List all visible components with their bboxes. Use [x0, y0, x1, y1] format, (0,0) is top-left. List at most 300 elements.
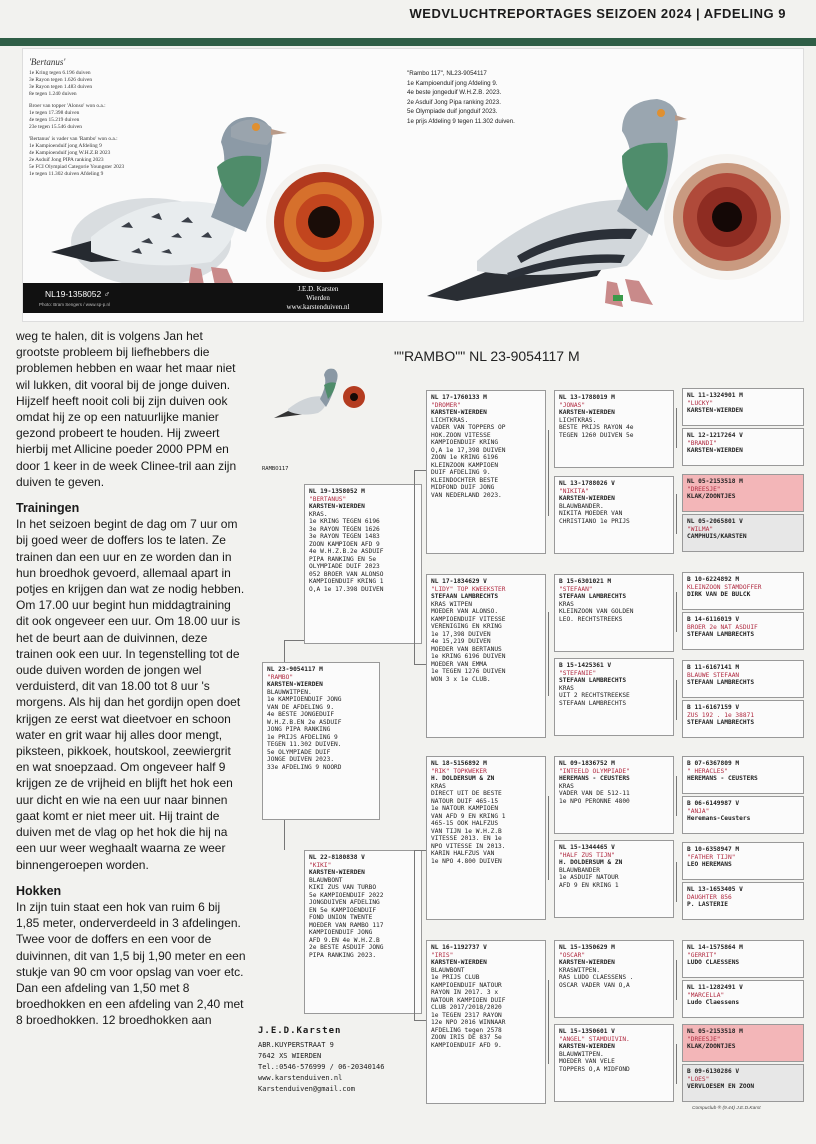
- detail-line: BLAUWWITPEN.: [559, 1050, 604, 1058]
- ring-number: B 09-6130286 V: [687, 1068, 740, 1075]
- connector: [676, 776, 677, 816]
- detail-line: 1e NPO PERONNE 4800: [559, 797, 630, 805]
- bertanus-ring-label: NL19-1358052 ♂: [45, 289, 110, 299]
- ring-number: NL 09-1836752 M: [559, 760, 615, 767]
- ring-number: NL 14-1575864 M: [687, 944, 743, 951]
- breeder: HEREMANS - CEUSTERS: [687, 775, 758, 782]
- pigeon-name: "DREESJE": [687, 1035, 721, 1043]
- text-line: 1e tegen 11.302 duiven Afdeling 9: [29, 171, 104, 177]
- detail-line: W.H.Z.B.EN 2e ASDUIF: [267, 718, 342, 726]
- breeder: Heremans-Ceusters: [687, 815, 751, 822]
- detail-line: PIPA RANKING 2023.: [309, 951, 377, 959]
- detail-line: AFD 9.EN 4e W.H.Z.B: [309, 936, 380, 944]
- text-line: www.karstenduiven.nl: [286, 303, 350, 311]
- ring-number: NL 11-1324901 M: [687, 392, 743, 399]
- photo-panel: [22, 48, 804, 322]
- ring-number: NL 05-2153518 M: [687, 478, 743, 485]
- pigeon-name: KLEINZOON STAMDOFFER: [687, 583, 762, 591]
- breeder: DIRK VAN DE BULCK: [687, 591, 751, 598]
- detail-line: KAMPIOENDUIF KRING 1: [309, 578, 384, 585]
- pedigree-box-ggg4: [682, 514, 804, 552]
- detail-line: AFD 9 EN KRING 1: [559, 881, 619, 889]
- bertanus-title: 'Bertanus': [29, 57, 66, 67]
- detail-line: BLAUWWITPEN.: [267, 688, 312, 696]
- detail-line: KAMPIOENDUIF NATOUR: [431, 981, 502, 989]
- detail-line: OSCAR VADER VAN O,A: [559, 981, 630, 989]
- detail-line: 465-15 OOK HALFZUS: [431, 820, 499, 827]
- ring-number: NL 22-8180838 V: [309, 854, 365, 861]
- detail-line: 1e NATOUR KAMPIOEN: [431, 805, 499, 812]
- detail-line: MOEDER VAN RAMBO 117: [309, 921, 384, 929]
- detail-line: NATOUR DUIF 465-15: [431, 797, 499, 805]
- article-hokken: In zijn tuin staat een hok van ruim 6 bij 1,85 meter, onderverdeeld in 3 afdelingen. Twee voor de doffers en een voor de duivinnen, dit van 1,5 bij 1,90 meter en een stukje van 90 cm voor opslag van voer etc. Dan een afdeling van 1,50 met 8 broedhokken en een afdeling van 2,40 met 8 broedhokken. 12 broedhokken aan: [16, 899, 246, 1028]
- pigeon-name: "OSCAR": [559, 951, 586, 959]
- ring-number: B 14-6116019 V: [687, 616, 740, 623]
- ring-number: B 10-6358947 M: [687, 846, 740, 853]
- header-bar: [0, 38, 816, 46]
- detail-line: LICHTKRAS.: [559, 416, 597, 424]
- pigeon-name: "HALF ZUS TIJN": [559, 851, 615, 859]
- breeder-name: J.E.D.Karsten: [258, 1026, 342, 1036]
- detail-line: BLAUWBONT: [309, 876, 343, 884]
- ring-number: NL 15-1344465 V: [559, 844, 615, 851]
- connector: [676, 494, 677, 534]
- ring-number: B 15-1425361 V: [559, 662, 612, 669]
- rambo-eye-image: [663, 153, 791, 281]
- ring-number: NL 19-1358052 M: [309, 488, 365, 495]
- breeder: KARSTEN-WIERDEN: [309, 503, 365, 510]
- detail-line: TEGEN 1260 DUIVEN 5e: [559, 431, 634, 439]
- detail-line: 3e RAYON TEGEN 1626: [309, 525, 380, 533]
- text-line: 1e prijs Afdeling 9 tegen 11.302 duiven.: [407, 117, 515, 125]
- ring-number: NL 13-1653405 V: [687, 886, 743, 893]
- detail-line: 1e TEGEN 1276 DUIVEN: [431, 668, 506, 675]
- pedigree-box-ggg15: [682, 1024, 804, 1062]
- pigeon-name: " HERACLES": [687, 767, 728, 775]
- detail-line: JONGDUIVEN AFDELING: [309, 899, 380, 906]
- detail-line: VAN AFD 9 EN KRING 1: [431, 812, 506, 820]
- pigeon-name: "LUCKY": [687, 399, 714, 407]
- pedigree-box-g2: [426, 574, 546, 738]
- page-header: [0, 0, 816, 40]
- text-line: 1e Kampioenduif jong Afdeling 9: [29, 143, 102, 149]
- breeder: Ludo Claessens: [687, 999, 740, 1006]
- breeder: KARSTEN-WIERDEN: [687, 407, 743, 414]
- connector: [414, 850, 426, 851]
- detail-line: O,A 1e 17.398 DUIVEN: [309, 585, 384, 593]
- detail-line: BESTE PRIJS RAYON 4e: [559, 424, 634, 431]
- breeder: STEFAAN LAMBRECHTS: [431, 593, 499, 600]
- text-line: 5e FCI Olympiad Categorie Youngster 2023: [29, 164, 125, 170]
- article-body: [16, 328, 246, 1029]
- detail-line: BLAUWBONT: [431, 966, 465, 974]
- detail-line: PIPA RANKING EN 5e: [309, 555, 377, 563]
- detail-line: MOEDER VAN ALONSO.: [431, 608, 499, 615]
- text-line: 1e Kampioenduif jong Afdeling 9.: [407, 79, 498, 87]
- breeder: P. LASTERIE: [687, 901, 728, 908]
- pigeon-name: "LOES": [687, 1075, 710, 1083]
- pigeon-name: BLAUWE STEFAAN: [687, 671, 740, 679]
- pedigree-box-ggg2: [682, 428, 804, 466]
- text-line: 7642 XS WIERDEN: [258, 1052, 322, 1060]
- detail-line: MOEDER VAN BERTANUS: [431, 645, 502, 653]
- connector: [414, 850, 415, 1020]
- detail-line: VAN TIJN 1e W.H.Z.B: [431, 827, 502, 835]
- detail-line: MOEDER VAN VELE: [559, 1058, 615, 1065]
- connector: [548, 980, 549, 1064]
- detail-line: DIRECT UIT DE BESTE: [431, 790, 502, 797]
- pigeon-name: "MARCELLA": [687, 991, 725, 999]
- text-line: J.E.D. Karsten: [297, 285, 339, 293]
- ring-number: NL 17-1834629 V: [431, 578, 487, 585]
- breeder: LUDO CLAESSENS: [687, 959, 740, 966]
- heading-trainingen: Trainingen: [16, 501, 80, 516]
- connector: [676, 592, 677, 632]
- detail-line: UIT 2 RECHTSTREEKSE: [559, 692, 630, 699]
- pedigree-box-gg1: [554, 390, 674, 468]
- text-line: 5e Olympiade duif jongduif 2023.: [407, 108, 498, 115]
- ring-number: NL 05-2065801 V: [687, 518, 743, 525]
- pedigree-box-gg5: [554, 756, 674, 834]
- pedigree-box-ggg7: [682, 660, 804, 698]
- detail-line: KLEINDOCHTER BESTE: [431, 476, 499, 484]
- article-trainingen: In het seizoen begint de dag om 7 uur om bij goed weer de doffers los te laten. Ze trainen dan een uur en ze worden dan in hun broedhok gevoerd, allemaal apart in potjes en krijgen dan wat ze nodig hebben. Om 17.00 uur begint hun middagtraining dit ook ongeveer een uur. Om 18.00 uur is het de beurt aan de duivinnen, deze trainen ook een uur. In tegenstelling tot de oude duiven worden de jongen wel verduisterd, dit van 18.00 tot 8 uur 's morgens. Als hij dan het gordijn open doet krijgen ze eerst wat dieetvoer en schoon water en grit waar hij alles door mengt, piksteen, pikkoek, houtskool, zeewiergrit en wat snoepzaad. Om ongeveer half 9 krijgen ze de vrijheid en blijft het hok een uur dicht en wie na een uur naar binnen gaat komt er niet meer uit. Hij traint de duiven met de vlag op het hok die hij na een uur weer weghaalt waarna ze weer binnengeroepen worden.: [16, 517, 245, 872]
- breeder: KARSTEN-WIERDEN: [431, 409, 487, 416]
- pigeon-name: "DREESJE": [687, 485, 721, 493]
- detail-line: BLAUWBANDER: [559, 866, 600, 874]
- ring-number: NL 15-1350601 V: [559, 1028, 615, 1035]
- text-line: 'Bertanus' is vader van 'Rambo' won o.a.:: [29, 136, 118, 142]
- pigeon-name: "FATHER TIJN": [687, 853, 736, 861]
- detail-line: KRAS: [559, 684, 574, 692]
- pigeon-name: "STEFAAN": [559, 585, 593, 593]
- breeder: KARSTEN-WIERDEN: [309, 869, 365, 876]
- connector: [284, 820, 285, 850]
- detail-line: O,A 1e 17,398 DUIVEN: [431, 446, 506, 454]
- detail-line: 2e BESTE ASDUIF JONG: [309, 944, 384, 951]
- detail-line: MOEDER VAN EMMA: [431, 660, 487, 668]
- detail-line: VADER VAN TOPPERS OP: [431, 424, 506, 431]
- breeder: KARSTEN-WIERDEN: [267, 681, 323, 688]
- breeder: STEFAAN LAMBRECHTS: [687, 719, 755, 726]
- breeder: KLAK/ZOONTJES: [687, 493, 736, 500]
- detail-line: LEO. RECHTSTREEKS: [559, 615, 623, 623]
- connector: [284, 640, 304, 641]
- detail-line: HOK.ZOON VITESSE: [431, 431, 491, 439]
- connector: [676, 680, 677, 720]
- text-line: 8e tegen 1.240 duiven: [29, 91, 77, 97]
- pedigree-box-gg2: [554, 476, 674, 554]
- text-line: 4e tegen 15.219 duiven: [29, 117, 80, 123]
- detail-line: 1e KAMPIOENDUIF JONG: [267, 696, 342, 703]
- pedigree-box-g1: [426, 390, 546, 554]
- detail-line: KAMPIOENDUIF AFD 9.: [431, 1041, 502, 1049]
- pedigree-box-g3: [426, 756, 546, 920]
- connector: [414, 1020, 426, 1021]
- detail-line: JONG PIPA RANKING: [267, 726, 331, 733]
- text-line: 4e beste jongeduif W.H.Z.B. 2023.: [407, 89, 502, 96]
- detail-line: 1e ASDUIF NATOUR: [559, 874, 619, 881]
- breeder: HEREMANS - CEUSTERS: [559, 775, 630, 782]
- ring-number: NL 23-9054117 M: [267, 666, 323, 673]
- rambo-pigeon-image: [417, 51, 687, 311]
- pedigree-box-ggg10: [682, 796, 804, 834]
- breeder: KLAK/ZOONTJES: [687, 1043, 736, 1050]
- detail-line: STEFAAN LAMBRECHTS: [559, 699, 627, 707]
- detail-line: 5e OLYMPIADE DUIF: [267, 748, 331, 756]
- detail-line: KRAS: [559, 600, 574, 608]
- detail-line: KRAS: [559, 782, 574, 790]
- pedigree-box-ggg14: [682, 980, 804, 1018]
- detail-line: 4e W.H.Z.B.2e ASDUIF: [309, 548, 384, 555]
- detail-line: KAMPIOENDUIF KRING: [431, 439, 499, 446]
- ring-number: NL 13-1788026 V: [559, 480, 615, 487]
- detail-line: 1e KRING 6196 DUIVEN: [431, 653, 506, 660]
- detail-line: 4e BESTE JONGEDUIF: [267, 711, 335, 718]
- detail-line: AFDELING tegen 2578: [431, 1026, 502, 1034]
- text-line: Wierden: [306, 294, 330, 302]
- detail-line: KIKI ZUS VAN TURBO: [309, 884, 377, 891]
- pigeon-name: "WILMA": [687, 525, 714, 533]
- breeder: KARSTEN-WIERDEN: [559, 495, 615, 502]
- pedigree-box-p0: [262, 662, 380, 820]
- breeder: KARSTEN-WIERDEN: [559, 409, 615, 416]
- detail-line: 1e NPO 4.800 DUIVEN: [431, 857, 502, 865]
- pigeon-name: DAUGHTER 856: [687, 893, 732, 901]
- detail-line: 12e NPO 2016 WINNAAR: [431, 1019, 506, 1026]
- section-title: WEDVLUCHTREPORTAGES SEIZOEN 2024 | AFDELING 9: [409, 6, 786, 21]
- pedigree-box-p1: [304, 484, 422, 644]
- ring-number: NL 12-1217264 V: [687, 432, 743, 439]
- detail-line: DUIF AFDELING 9.: [431, 469, 491, 476]
- breeder: CAMPHUIS/KARSTEN: [687, 533, 747, 540]
- pigeon-name: "IRIS": [431, 951, 454, 959]
- text-line: www.karstenduiven.nl: [258, 1074, 343, 1082]
- detail-line: 1e TEGEN 2317 RAYON: [431, 1011, 502, 1019]
- detail-line: NPO VITESSE IN 2013.: [431, 842, 506, 850]
- ring-number: B 15-6301021 M: [559, 578, 612, 585]
- pigeon-name: "ANGEL" STAMDUIVIN.: [559, 1035, 630, 1043]
- breeder: STEFAAN LAMBRECHTS: [687, 679, 755, 686]
- pedigree-footer: Compuclub ® (9.44) J.E.D.Karst: [692, 1106, 761, 1111]
- detail-line: ZOON 1e KRING 6196: [431, 454, 499, 461]
- text-line: Karstenduiven@gmail.com: [258, 1085, 355, 1093]
- pigeon-name: "INTEELD OLYMPIADE": [559, 767, 630, 775]
- pedigree-box-ggg13: [682, 940, 804, 978]
- pigeon-name: "LIDY" TOP KWEEKSTER: [431, 585, 506, 593]
- detail-line: VAN NEDERLAND 2023.: [431, 491, 502, 499]
- pedigree-box-ggg16: [682, 1064, 804, 1102]
- breeder: KARSTEN-WIERDEN: [431, 959, 487, 966]
- bertanus-pigeon-image: [31, 57, 311, 315]
- pedigree-box-gg7: [554, 940, 674, 1018]
- detail-line: RAYON IN 2017. 3 x: [431, 989, 499, 996]
- detail-line: CLUB 2017/2018/2020: [431, 1004, 502, 1011]
- breeder-contact-lines: [258, 1040, 384, 1095]
- detail-line: KLEINZOON VAN GOLDEN: [559, 608, 634, 615]
- detail-line: OLYMPIADE DUIF 2023: [309, 563, 380, 570]
- connector: [548, 430, 549, 516]
- detail-line: KRAS.: [309, 510, 328, 518]
- detail-line: RAS LUDO CLAESSENS .: [559, 974, 634, 981]
- pigeon-name: "BRANDI": [687, 439, 717, 447]
- breeder: KARSTEN-WIERDEN: [687, 447, 743, 454]
- detail-line: ZOON KAMPIOEN AFD 9: [309, 540, 380, 548]
- connector: [414, 664, 426, 665]
- article-intro: weg te halen, dit is volgens Jan het grootste probleem bij liefhebbers die problemen hebben en waar het maar niet wil lukken, dit vooral bij de jonge duiven. Hijzelf heeft nooit coli bij zijn duiven ook omdat hij ze op een natuurlijke manier gezond probeert te houden. Hij zweert hierbij met Allicine poeder 2000 PPM en door 1 keer in de week Clinee-tril aan zijn duiven te geven.: [16, 329, 237, 489]
- detail-line: CHRISTIANO 1e PRIJS: [559, 517, 630, 525]
- breeder: LEO HEREMANS: [687, 861, 732, 868]
- ring-number: B 06-6149987 V: [687, 800, 740, 807]
- pedigree-box-ggg11: [682, 842, 804, 880]
- pedigree-box-ggg12: [682, 882, 804, 920]
- detail-line: KRASWITPEN.: [559, 966, 600, 974]
- text-line: 4e Kampioenduif jong W.H.Z.B 2023: [29, 150, 111, 156]
- connector: [676, 862, 677, 902]
- detail-line: WON 3 x 1e CLUB.: [431, 675, 491, 683]
- detail-line: BLAUWBANDER.: [559, 502, 604, 510]
- pigeon-name: "RIK" TOPKWEKER: [431, 767, 487, 775]
- detail-line: KRAS: [431, 782, 446, 790]
- pedigree-box-ggg9: [682, 756, 804, 794]
- text-line: "Rambo 117", NL23-9054117: [407, 70, 487, 77]
- connector: [414, 470, 415, 664]
- breeder: STEFAAN LAMBRECHTS: [559, 593, 627, 600]
- pedigree-box-gg6: [554, 840, 674, 918]
- pedigree-title: ""RAMBO"" NL 23-9054117 M: [394, 348, 580, 364]
- ring-number: NL 15-1350629 M: [559, 944, 615, 951]
- detail-line: 3e RAYON TEGEN 1483: [309, 533, 380, 540]
- detail-line: 1e PRIJS CLUB: [431, 974, 480, 981]
- detail-line: VAN DE AFDELING 9.: [267, 703, 335, 711]
- pigeon-name: BROER 2e NAT ASDUIF: [687, 623, 758, 631]
- pedigree-thumbnail: [270, 363, 370, 423]
- pedigree-box-gg8: [554, 1024, 674, 1102]
- detail-line: KARIN HALFZUS VAN: [431, 850, 495, 857]
- text-line: 1e tegen 17.398 duiven: [29, 110, 80, 116]
- pedigree-box-g4: [426, 940, 546, 1104]
- detail-line: 1e 17,398 DUIVEN: [431, 630, 491, 638]
- heading-hokken: Hokken: [16, 883, 62, 898]
- detail-line: KAMPIOENDUIF JONG: [309, 929, 373, 936]
- pedigree-box-gg4: [554, 658, 674, 736]
- text-line: 1e Kring tegen 6.196 duiven: [29, 70, 91, 76]
- ring-number: NL 16-1192737 V: [431, 944, 487, 951]
- detail-line: VADER VAN DE 512-11: [559, 790, 630, 797]
- text-line: 2e Asduif Jong Pipa ranking 2023.: [407, 98, 501, 106]
- pigeon-name: "NIKITA": [559, 487, 589, 495]
- pedigree-box-ggg5: [682, 572, 804, 610]
- pigeon-name: "JONAS": [559, 401, 586, 409]
- text-line: 3e Rayon tegen 1.626 duiven: [29, 77, 93, 83]
- pigeon-name: "ANJA": [687, 807, 710, 815]
- detail-line: KAMPIOENDUIF VITESSE: [431, 615, 506, 623]
- detail-line: TEGEN 11.302 DUIVEN.: [267, 741, 342, 748]
- pigeon-name: "BERTANUS": [309, 495, 347, 503]
- detail-line: JONGE DUIVEN 2023.: [267, 756, 335, 763]
- ring-number: B 10-6224892 M: [687, 576, 740, 583]
- ring-number: NL 17-1760133 M: [431, 394, 487, 401]
- detail-line: 5e KAMPIOENDUIF 2022: [309, 891, 384, 899]
- pigeon-name: ZUS 192 . 1e 38871: [687, 711, 755, 719]
- text-line: 3e Rayon tegen 1.483 duiven: [29, 84, 93, 90]
- breeder: STEFAAN LAMBRECHTS: [559, 677, 627, 684]
- detail-line: 1e PRIJS AFDELING 9: [267, 733, 338, 741]
- detail-line: 052 BROER VAN ALONSO: [309, 570, 384, 578]
- detail-line: VITESSE 2013. EN 1e: [431, 835, 502, 842]
- detail-line: LICHTKRAS.: [431, 416, 469, 424]
- text-line: Broer van topper 'Alonso' won o.a.:: [29, 103, 106, 109]
- pigeon-name: "RAMBO": [267, 673, 294, 681]
- pigeon-name: "STEFANIE": [559, 669, 597, 677]
- ring-number: NL 13-1788019 M: [559, 394, 615, 401]
- detail-line: KRAS WITPEN: [431, 600, 472, 608]
- connector: [414, 470, 426, 471]
- connector: [676, 1044, 677, 1084]
- detail-line: ZOON IRIS DE 837 5e: [431, 1034, 502, 1041]
- pedigree-box-gg3: [554, 574, 674, 652]
- detail-line: NATOUR KAMPIOEN DUIF: [431, 996, 506, 1004]
- breeder: H. DOLDERSUM & ZN: [431, 775, 495, 782]
- ring-number: NL 11-1282491 V: [687, 984, 743, 991]
- detail-line: TOPPERS O,A MIDFOND: [559, 1065, 630, 1073]
- connector: [548, 612, 549, 696]
- detail-line: EN 5e KAMPIOENDUIF: [309, 906, 377, 914]
- text-line: Tel.:0546-576999 / 06-20340146: [258, 1063, 385, 1071]
- detail-line: NIKITA MOEDER VAN: [559, 510, 623, 517]
- ring-number: B 07-6367809 M: [687, 760, 740, 767]
- connector: [676, 408, 677, 448]
- ring-number: B 11-6167141 M: [687, 664, 740, 671]
- breeder: KARSTEN-WIERDEN: [559, 1043, 615, 1050]
- pedigree-box-p2: [304, 850, 422, 1014]
- connector: [548, 796, 549, 880]
- text-line: ABR.KUYPERSTRAAT 9: [258, 1041, 334, 1049]
- text-line: 23e tegen 15.546 duiven: [29, 124, 82, 130]
- ring-number: B 11-6167159 V: [687, 704, 740, 711]
- detail-line: MIDFOND DUIF JONG: [431, 484, 495, 491]
- detail-line: 4e 15,219 DUIVEN: [431, 638, 491, 645]
- breeder-address: [258, 1026, 384, 1095]
- pigeon-name: "DROMER": [431, 401, 461, 409]
- pigeon-name: "KIKI": [309, 861, 332, 869]
- pedigree-rambo-label: RAMBO117: [262, 466, 289, 472]
- breeder: H. DOLDERSUM & ZN: [559, 859, 623, 866]
- photo-caption-bar: [23, 283, 253, 313]
- detail-line: 1e KRING TEGEN 6196: [309, 518, 380, 525]
- breeder: STEFAAN LAMBRECHTS: [687, 631, 755, 638]
- connector: [284, 640, 285, 662]
- pedigree-box-ggg6: [682, 612, 804, 650]
- pedigree-box-ggg3: [682, 474, 804, 512]
- detail-line: 33e AFDELING 9 NOORD: [267, 763, 342, 771]
- pedigree-box-ggg8: [682, 700, 804, 738]
- ring-number: NL 05-2153518 M: [687, 1028, 743, 1035]
- detail-line: FOND UNION TWENTE: [309, 914, 373, 921]
- photo-breeder-label: [253, 283, 383, 313]
- photo-credit: Photo: Bram Sengers / www.sp-p.nl: [39, 302, 111, 307]
- pedigree-box-ggg1: [682, 388, 804, 426]
- ring-number: NL 18-5156892 M: [431, 760, 487, 767]
- bertanus-eye-image: [265, 163, 383, 281]
- connector: [676, 960, 677, 1000]
- detail-line: KLEINZOON KAMPIOEN: [431, 461, 499, 469]
- text-line: 2e Asduif Jong PIPA ranking 2023: [29, 157, 104, 163]
- breeder: VERVLOESEM EN ZOON: [687, 1083, 755, 1090]
- detail-line: VERENIGING EN KRING: [431, 623, 502, 630]
- breeder: KARSTEN-WIERDEN: [559, 959, 615, 966]
- pigeon-name: "GERRIT": [687, 951, 717, 959]
